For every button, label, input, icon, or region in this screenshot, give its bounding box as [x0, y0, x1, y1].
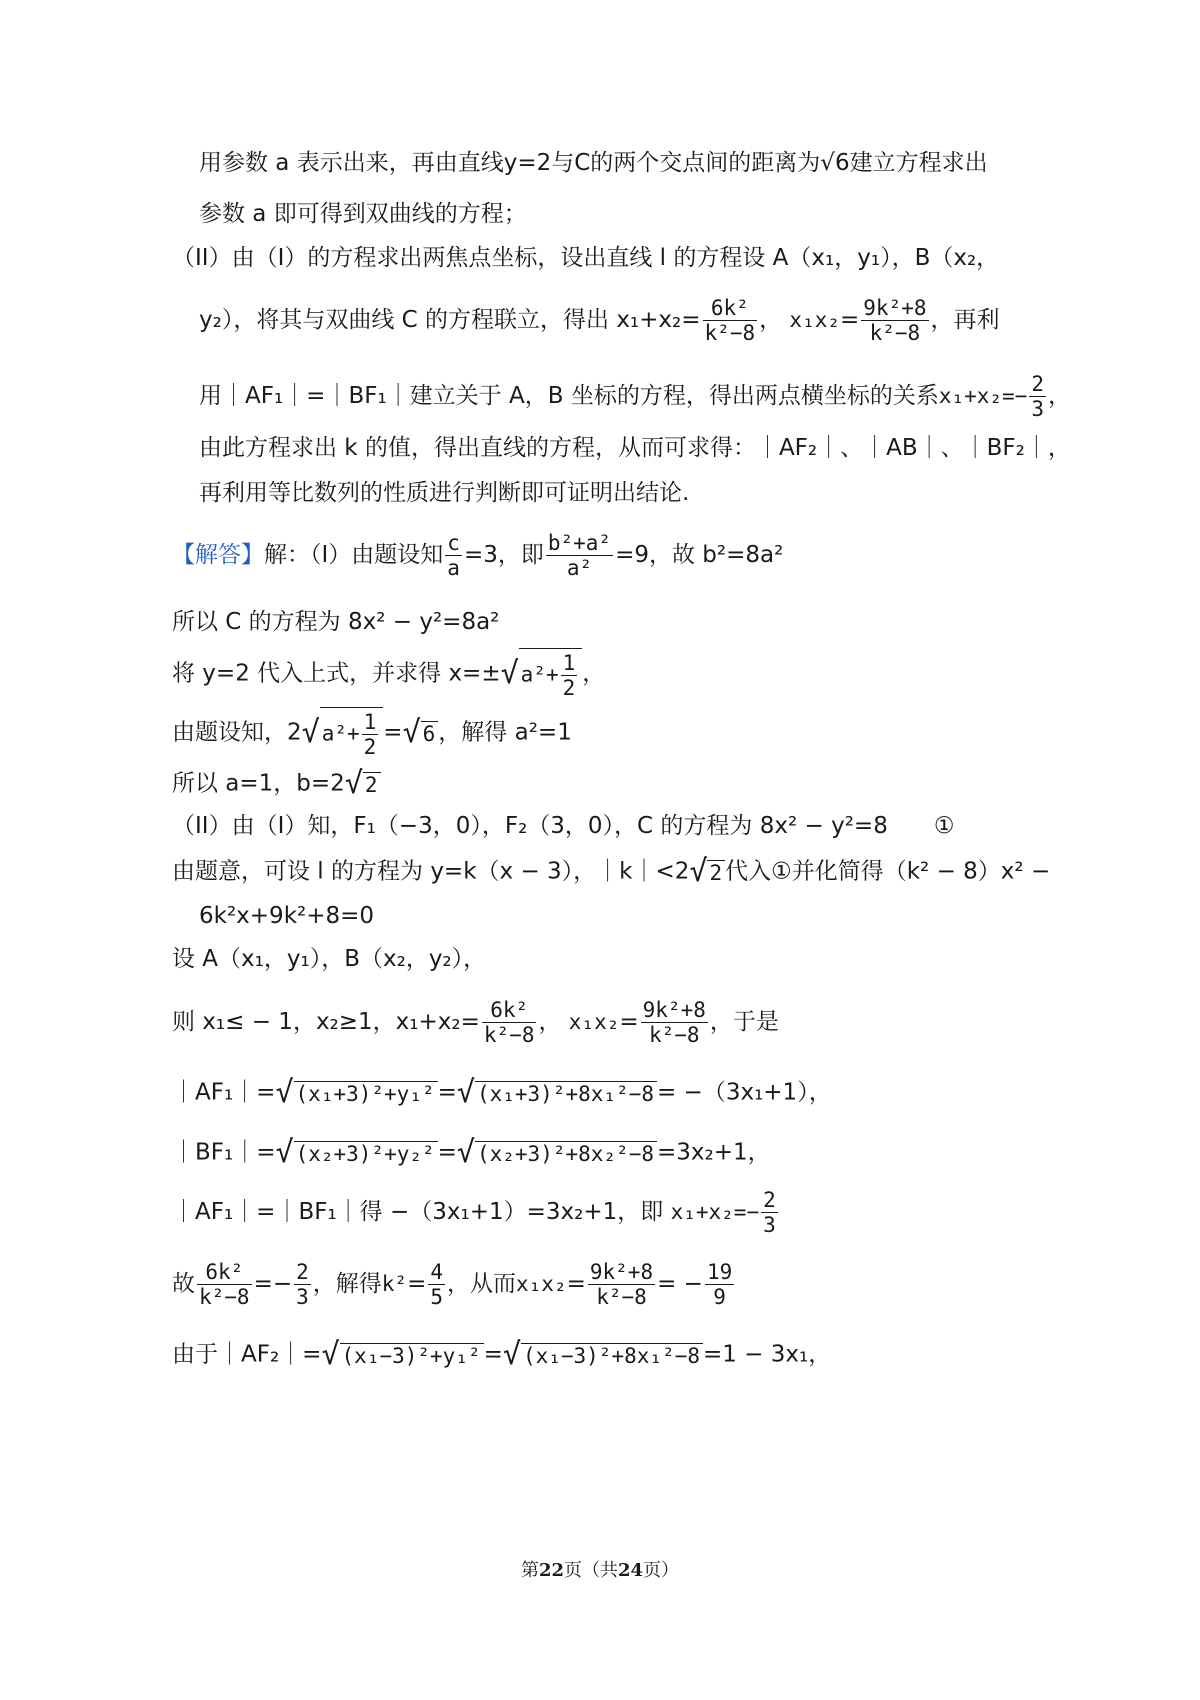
numerator: 19 [706, 1260, 733, 1284]
fraction [761, 1188, 778, 1237]
solution-line [172, 766, 381, 801]
denominator: 3 [296, 1285, 309, 1310]
fraction [482, 998, 537, 1047]
denominator: a² [566, 556, 593, 581]
text: = [619, 1009, 639, 1036]
text: 将 y=2 代入上式，并求得 x=± [172, 660, 501, 687]
radicand: (x₁+3)²+y₁² [294, 1081, 438, 1105]
text: ，解得 a²=1 [438, 719, 572, 746]
analysis-line [199, 372, 1071, 421]
fraction [1029, 372, 1046, 421]
solution-line: 所以 C 的方程为 8x² − y²=8a² [172, 609, 500, 635]
analysis-line [199, 296, 1000, 345]
solution-line [172, 1337, 832, 1372]
text: ｜AF₁｜= [172, 1079, 276, 1106]
solution-line [172, 1075, 832, 1110]
solution-line [172, 1260, 736, 1309]
numerator: 6k² [197, 1260, 252, 1285]
text: = −（3x₁+1）， [656, 1079, 832, 1106]
radicand: 2 [363, 772, 381, 796]
numerator: c [447, 531, 460, 555]
fraction [561, 651, 578, 700]
text: = [566, 1271, 586, 1298]
text: = [483, 1341, 503, 1368]
text: = [437, 1079, 457, 1106]
solution-line [172, 854, 1051, 889]
analysis-line: 再利用等比数列的性质进行判断即可证明出结论. [199, 480, 690, 506]
radical: √(x₁+3)²+8x₁²−8 [457, 1078, 657, 1108]
denominator: 2 [562, 676, 576, 701]
numerator: 4 [430, 1260, 444, 1284]
text: ｜BF₁｜= [172, 1139, 276, 1166]
radicand: a²+ [520, 662, 559, 687]
footer-text: 第 [520, 1560, 539, 1581]
text: ，于是 [709, 1009, 779, 1036]
text: = − [657, 1271, 703, 1298]
text: = [437, 1139, 457, 1166]
math-expr: x₁+x₂=− [938, 384, 1028, 409]
text: 所以 a=1，b=2 [172, 770, 345, 797]
text: =1 − 3x₁， [702, 1341, 832, 1368]
fraction [705, 1260, 734, 1309]
numerator: 1 [562, 651, 576, 675]
text: 解：（I）由题设知 [264, 542, 444, 569]
denominator: k²−8 [704, 321, 756, 346]
solution-line [172, 648, 605, 700]
text: ，从而 [447, 1271, 517, 1298]
text: ，再利 [930, 307, 1000, 334]
text: = [407, 1271, 427, 1298]
analysis-line: 参数 a 即可得到双曲线的方程； [199, 201, 527, 227]
solution-line: （II）由（I）知，F₁（−3，0），F₂（3，0），C 的方程为 8x² − y²=8 ① [172, 813, 955, 839]
fraction [428, 1260, 445, 1309]
radical: √(x₁+3)²+y₁² [275, 1078, 437, 1108]
solution-line: 设 A（x₁，y₁），B（x₂，y₂）， [172, 946, 487, 972]
text: = [383, 719, 403, 746]
text: y₂），将其与双曲线 C 的方程联立，得出 x₁+x₂= [199, 307, 701, 334]
text: =3x₂+1， [657, 1139, 771, 1166]
text: ， [1048, 383, 1071, 410]
fraction [703, 296, 758, 345]
text: =9，故 b²=8a² [615, 542, 784, 569]
numerator: b²+a² [547, 531, 612, 555]
denominator: k²−8 [199, 1285, 250, 1310]
radical: √(x₂+3)²+y₂² [276, 1138, 438, 1168]
solution-line [172, 531, 783, 580]
analysis-line: （II）由（I）的方程求出两焦点坐标，设出直线 l 的方程设 A（x₁，y₁），B（x₂， [172, 245, 1000, 271]
text: 由题意，可设 l 的方程为 y=k（x − 3），｜k｜<2 [172, 858, 690, 885]
answer-tag: 【解答】 [172, 542, 264, 569]
text: ， [582, 660, 606, 687]
radical: √2 [345, 769, 381, 799]
text: ｜AF₁｜=｜BF₁｜得 −（3x₁+1）=3x₂+1，即 [172, 1199, 664, 1226]
radicand: (x₁−3)²+8x₁²−8 [521, 1343, 703, 1367]
radical: √(x₁−3)²+8x₁²−8 [503, 1340, 703, 1370]
numerator: 9k²+8 [589, 1260, 654, 1284]
numerator: 2 [296, 1260, 309, 1284]
denominator: 9 [713, 1285, 726, 1310]
numerator: 6k² [703, 296, 758, 321]
radicand: (x₁−3)²+y₁² [340, 1343, 484, 1367]
radicand: 2 [707, 860, 725, 884]
text: 代入①并化简得（k² − 8）x² − [725, 858, 1051, 885]
solution-line [172, 1188, 780, 1237]
fraction [641, 998, 708, 1047]
numerator: 2 [1031, 372, 1044, 396]
solution-line [172, 998, 779, 1047]
math-expr: x₁x₂ [568, 1010, 620, 1035]
fraction [294, 1260, 311, 1309]
text: =3，即 [463, 542, 544, 569]
denominator: 2 [363, 735, 377, 760]
radical: √2 [689, 857, 725, 887]
text: 故 [172, 1271, 195, 1298]
denominator: k²−8 [648, 1023, 700, 1048]
numerator: 1 [363, 710, 377, 734]
denominator: 3 [763, 1213, 776, 1238]
text: =− [253, 1271, 293, 1298]
numerator: 9k²+8 [863, 296, 927, 320]
text: 由题设知，2 [172, 719, 302, 746]
radicand: a²+ [321, 721, 360, 746]
text: 用｜AF₁｜=｜BF₁｜建立关于 A，B 坐标的方程，得出两点横坐标的关系 [199, 383, 939, 410]
denominator: k²−8 [869, 321, 921, 346]
fraction [861, 296, 928, 345]
solution-line [172, 707, 572, 759]
numerator: 2 [763, 1188, 776, 1212]
fraction [362, 710, 379, 759]
denominator: 5 [430, 1285, 444, 1310]
numerator: 9k²+8 [642, 998, 706, 1022]
radicand: (x₁+3)²+8x₁²−8 [475, 1081, 657, 1105]
math-expr: x₁x₂ [516, 1272, 567, 1297]
radical: √a²+ $\frac{1}{2}$ [302, 707, 384, 759]
math-expr: k² [381, 1272, 408, 1297]
radicand: (x₂+3)²+y₂² [294, 1141, 438, 1165]
fraction [445, 531, 462, 580]
footer-text: 页） [643, 1560, 680, 1581]
fraction [588, 1260, 655, 1309]
text: 由于｜AF₂｜= [172, 1341, 322, 1368]
numerator: 6k² [482, 998, 537, 1023]
radical: √(x₁−3)²+y₁² [321, 1340, 483, 1370]
denominator: a [447, 556, 460, 581]
text: = [840, 307, 860, 334]
denominator: k²−8 [596, 1285, 647, 1310]
footer-text: 页（共 [564, 1560, 618, 1581]
solution-line [172, 1135, 771, 1170]
math-expr: x₁x₂ [789, 308, 840, 333]
fraction [197, 1260, 252, 1309]
text: 则 x₁≤ − 1，x₂≥1，x₁+x₂= [172, 1009, 480, 1036]
analysis-line: 由此方程求出 k 的值，得出直线的方程，从而可求得：｜AF₂｜、｜AB｜、｜BF₂｜， [199, 435, 1071, 461]
math-expr: x₁+x₂=− [670, 1200, 760, 1225]
page-footer [0, 1556, 1200, 1582]
radicand: 6 [421, 721, 439, 745]
analysis-line: 用参数 a 表示出来，再由直线y=2与C的两个交点间的距离为√6建立方程求出 [199, 150, 988, 176]
total-pages: 24 [618, 1560, 644, 1581]
denominator: 3 [1031, 397, 1044, 422]
solution-line: 6k²x+9k²+8=0 [199, 903, 375, 929]
page-number: 22 [538, 1560, 564, 1581]
radicand: (x₂+3)²+8x₂²−8 [475, 1141, 657, 1165]
fraction [546, 531, 613, 580]
text: ， [538, 1009, 562, 1036]
radical: √6 [403, 718, 439, 748]
radical: √a²+ $\frac{1}{2}$ [501, 648, 583, 700]
text: ， [759, 307, 783, 334]
text: ，解得 [312, 1271, 382, 1298]
radical: √(x₂+3)²+8x₂²−8 [457, 1138, 657, 1168]
denominator: k²−8 [483, 1023, 535, 1048]
